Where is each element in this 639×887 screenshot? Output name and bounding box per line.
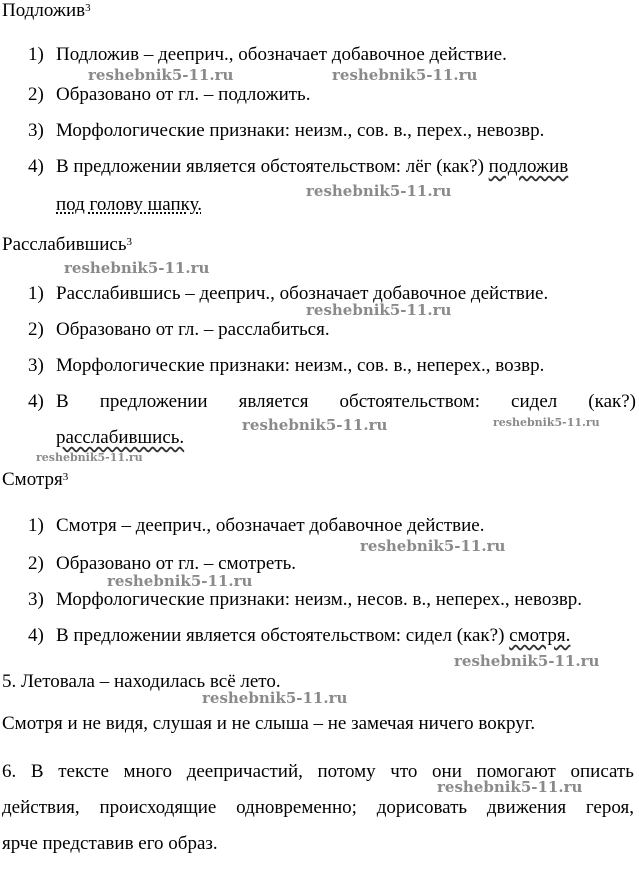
paragraph-5-line-1: 5. Летовала – находилась всё лето.: [2, 671, 281, 692]
list-number: 4): [28, 391, 44, 412]
list-number: 1): [28, 283, 44, 304]
list-number: 1): [28, 515, 44, 536]
watermark: reshebnik5-11.ru: [36, 451, 143, 464]
watermark: reshebnik5-11.ru: [242, 416, 388, 434]
list-number: 3): [28, 355, 44, 376]
watermark: reshebnik5-11.ru: [360, 537, 506, 555]
list-number: 2): [28, 84, 44, 105]
underlined-word: смотря.: [509, 625, 571, 646]
watermark: reshebnik5-11.ru: [64, 259, 210, 277]
section-title-smotrya: Смотря$^3$: [2, 469, 69, 490]
watermark: reshebnik5-11.ru: [454, 652, 600, 670]
list-item: Образовано от гл. – расслабиться.: [56, 319, 330, 340]
list-item: Образовано от гл. – подложить.: [56, 84, 311, 105]
watermark: reshebnik5-11.ru: [306, 182, 452, 200]
list-item: В предложении является обстоятельством: сидел (как?) смотря.: [56, 625, 571, 646]
list-item-continuation: расслабившись.: [56, 427, 185, 448]
list-item: Смотря – дееприч., обозначает добавочное действие.: [56, 515, 485, 536]
list-item: Морфологические признаки: неизм., сов. в., перех., невозвр.: [56, 120, 545, 141]
underlined-word: подложив: [488, 156, 569, 177]
section-title-podlozhiv: Подложив$^3$: [2, 0, 91, 21]
paragraph-6-line-1: 6. В тексте много деепричастий, потому что они помогают описать: [2, 761, 634, 782]
list-item: В предложении является обстоятельством: сидел (как?): [56, 391, 636, 412]
list-number: 1): [28, 44, 44, 65]
list-number: 2): [28, 319, 44, 340]
paragraph-6-line-2: действия, происходящие одновременно; дорисовать движения героя,: [2, 797, 634, 818]
watermark: reshebnik5-11.ru: [437, 778, 583, 796]
list-item: Расслабившись – дееприч., обозначает добавочное действие.: [56, 283, 549, 304]
paragraph-5-line-2: Смотря и не видя, слушая и не слыша – не замечая ничего вокруг.: [2, 713, 536, 734]
list-number: 3): [28, 589, 44, 610]
watermark: reshebnik5-11.ru: [202, 689, 348, 707]
watermark: reshebnik5-11.ru: [493, 416, 600, 429]
list-item-continuation: под голову шапку.: [56, 194, 202, 215]
section-title-rasslabivshis: Расслабившись$^3$: [2, 234, 132, 255]
paragraph-6-line-3: ярче представив его образ.: [2, 833, 218, 854]
watermark: reshebnik5-11.ru: [107, 572, 253, 590]
watermark: reshebnik5-11.ru: [88, 66, 234, 84]
list-number: 4): [28, 625, 44, 646]
list-item: В предложении является обстоятельством: лёг (как?) подложив: [56, 156, 569, 177]
list-item: Подложив – дееприч., обозначает добавочное действие.: [56, 44, 507, 65]
watermark: reshebnik5-11.ru: [332, 66, 478, 84]
list-item: Образовано от гл. – смотреть.: [56, 553, 297, 574]
list-number: 2): [28, 553, 44, 574]
list-number: 3): [28, 120, 44, 141]
watermark: reshebnik5-11.ru: [306, 301, 452, 319]
list-item: Морфологические признаки: неизм., несов. в., неперех., невозвр.: [56, 589, 583, 610]
list-item: Морфологические признаки: неизм., сов. в., неперех., возвр.: [56, 355, 545, 376]
list-number: 4): [28, 156, 44, 177]
